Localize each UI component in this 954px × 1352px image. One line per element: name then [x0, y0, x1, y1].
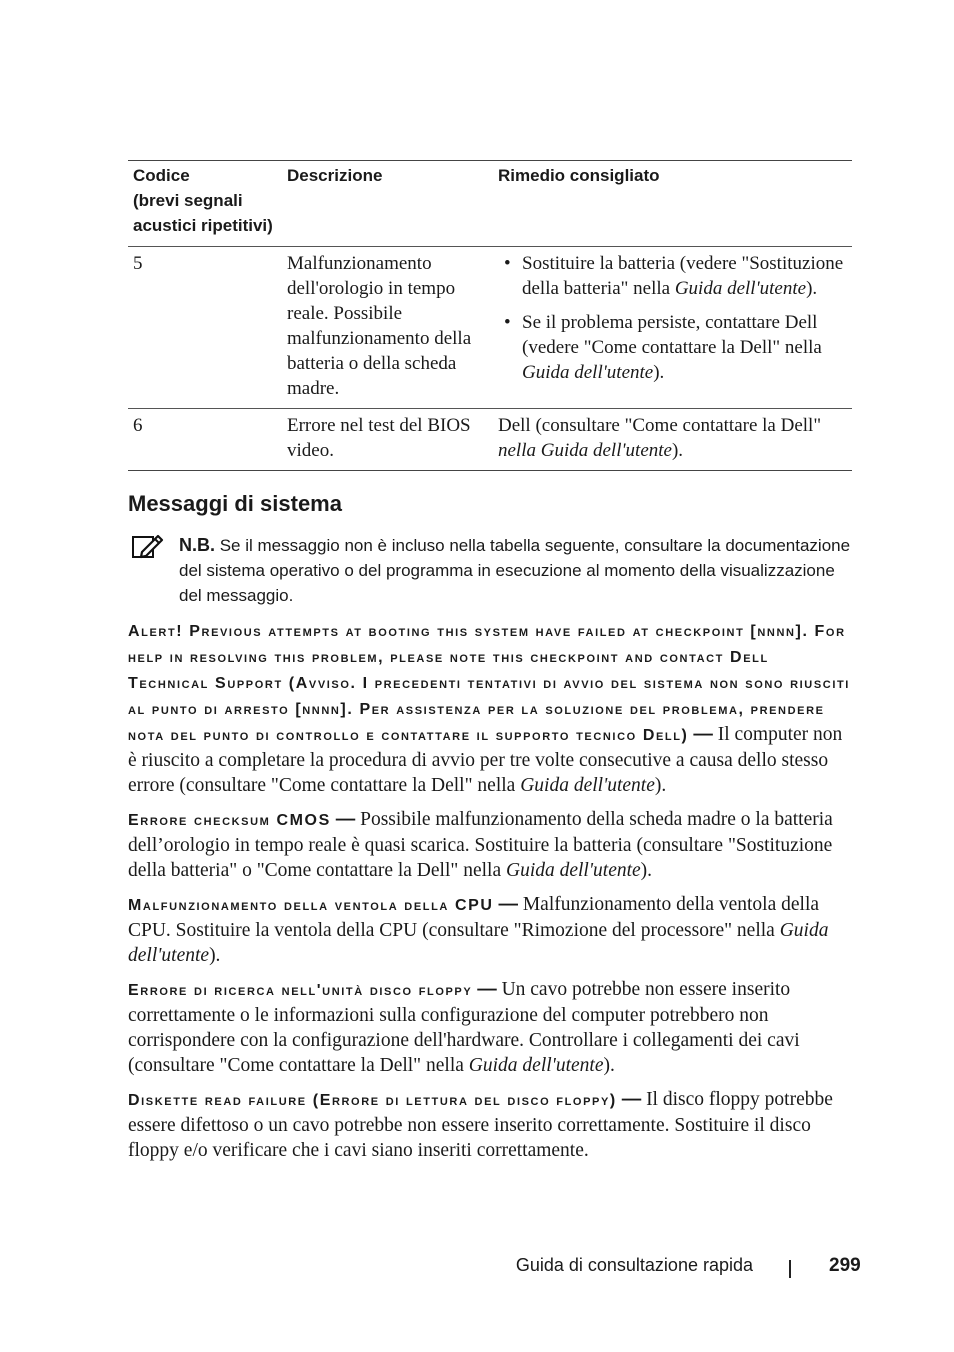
message-item: Alert! Previous attempts at booting this system have failed at checkpoint [nnnn]. For help in resolving this problem, please note this checkpoint and contact Dell Technical Support (Avviso. I precedenti tentativi di avvio del sistema non sono riusciti al punto di arresto [nnnn]. Per assistenza per la soluzione del problema, prendere nota del punto di controllo e contattare il supporto tecnico Dell) — Il computer non è riuscito a completare la procedura di avvio per tre volte consecutive a causa dello stesso errore (consultare "Come contattare la Dell" nella Guida dell'utente).	[128, 623, 850, 796]
header-remedy: Rimedio consigliato	[498, 166, 660, 185]
remedy-list	[498, 251, 852, 385]
row-code: 6	[128, 409, 282, 471]
beep-codes-table	[128, 160, 852, 471]
row-description: Malfunzionamento dell'orologio in tempo reale. Possibile malfunzionamento della batteria o della scheda madre.	[282, 247, 493, 409]
message-title: Alert! Previous attempts at booting this system have failed at checkpoint [nnnn]. For help in resolving this problem, please note this checkpoint and contact Dell Technical Support (Avviso. I precedenti tentativi di avvio del sistema non sono riusciti al punto di arresto [nnnn]. Per assistenza per la soluzione del problema, prendere nota del punto di controllo e contattare il supporto tecnico Dell)	[128, 623, 850, 744]
note-text: N.B. Se il messaggio non è incluso nella tabella seguente, consultare la documentazione del sistema operativo o del programma in esecuzione al momento della visualizzazione del messaggio.	[179, 535, 851, 605]
table-row	[128, 247, 852, 409]
message-item: Malfunzionamento della ventola della CPU — Malfunzionamento della ventola della CPU. Sostituire la ventola della CPU (consultare "Rimozione del processore" nella Guida dell'utente).	[128, 893, 829, 966]
footer-separator	[789, 1260, 791, 1278]
table-row	[128, 409, 852, 471]
message-title: Errore checksum CMOS	[128, 812, 331, 829]
page-footer	[0, 1255, 954, 1281]
row-description: Errore nel test del BIOS video.	[282, 409, 493, 471]
row-remedy	[493, 247, 852, 409]
message-item: Errore checksum CMOS — Possibile malfunzionamento della scheda madre o la batteria dell’orologio in tempo reale è quasi scarica. Sostituire la batteria (consultare "Sostituzione della batteria" o "Come contattare la Dell" nella Guida dell'utente).	[128, 808, 833, 881]
message-title: Errore di ricerca nell'unità disco floppy	[128, 982, 473, 999]
list-item: • Sostituire la batteria (vedere "Sostituzione della batteria" nella Guida dell'utente).	[522, 251, 852, 301]
table-header-row	[128, 161, 852, 247]
note-block	[128, 533, 854, 608]
system-messages	[128, 618, 854, 1172]
note-label: N.B.	[179, 535, 215, 555]
message-item: Diskette read failure (Errore di lettura del disco floppy) — Il disco floppy potrebbe essere difettoso o un cavo potrebbe non essere inserito correttamente. Sostituire il disco floppy e/o verificare che i cavi siano inseriti correttamente.	[128, 1088, 833, 1161]
row-remedy: Dell (consultare "Come contattare la Dell" nella Guida dell'utente).	[493, 409, 852, 471]
message-title: Diskette read failure (Errore di lettura del disco floppy)	[128, 1092, 617, 1109]
section-title: Messaggi di sistema	[128, 491, 342, 516]
header-code: Codice (brevi segnali acustici ripetitivi)	[133, 166, 273, 235]
header-description: Descrizione	[287, 166, 383, 185]
footer-title: Guida di consultazione rapida	[515, 1255, 753, 1275]
message-title: Malfunzionamento della ventola della CPU	[128, 897, 494, 914]
pencil-note-icon	[132, 533, 164, 561]
row-code: 5	[128, 247, 282, 409]
page-number: 299	[829, 1255, 861, 1276]
list-item: • Se il problema persiste, contattare Dell (vedere "Come contattare la Dell" nella Guida dell'utente).	[522, 310, 852, 385]
message-item: Errore di ricerca nell'unità disco floppy — Un cavo potrebbe non essere inserito correttamente o le informazioni sulla configurazione del computer potrebbero non corrispondere con la configurazione dell'hardware. Controllare i collegamenti dei cavi (consultare "Come contattare la Dell" nella Guida dell'utente).	[128, 978, 800, 1076]
